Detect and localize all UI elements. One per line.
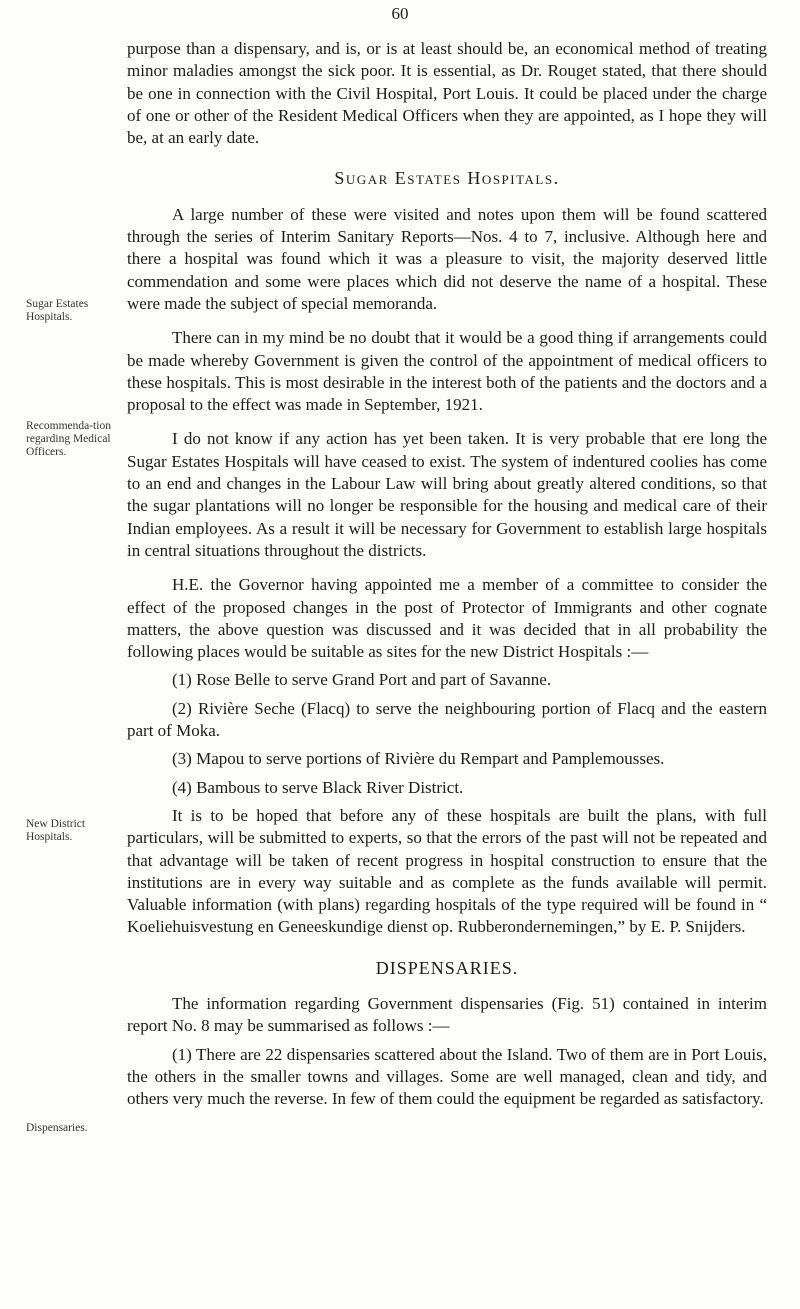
page-number: 60 — [391, 4, 409, 23]
list-item: (3) Mapou to serve portions of Rivière du Rempart and Pamplemousses. — [172, 749, 665, 769]
list-item: (1) There are 22 dispensaries scattered about the Island. Two of them are in Port Louis, the others in the smaller towns and villages. Some are well managed, clean and tidy, and others very much the reverse. In few of them could the equipment be regarded as satisfactory. — [127, 1044, 767, 1109]
margin-note-new-district-hospitals: New District Hospitals. — [26, 818, 86, 843]
heading-dispensaries: DISPENSARIES. — [375, 957, 519, 978]
paragraph-intro: purpose than a dispensary, and is, or is at least should be, an economical method of treating minor maladies amongst the sick poor. It is essential, as Dr. Rouget stated, that there should be one in connection with the Civil Hospital, Port Louis. It could be placed under the charge of one or other of the Resident Medical Officers when they are appointed, as I hope they will be, at an early date. — [127, 39, 767, 148]
heading-sugar-estates-hospitals: Sugar Estates Hospitals. — [334, 168, 560, 189]
list-item: (1) Rose Belle to serve Grand Port and part of Savanne. — [172, 670, 552, 690]
paragraph-dispensaries: The information regarding Government dispensaries (Fig. 51) contained in interim report No. 8 may be summarised as follows :— — [127, 993, 767, 1036]
margin-note-sugar-estates: Sugar Estates Hospitals. — [26, 298, 89, 323]
paragraph-action: I do not know if any action has yet been taken. It is very probable that ere long the Sugar Estates Hospitals will have ceased to exist. The system of indentured coolies has come to an end and changes in the Labour Law will bring about greatly altered conditions, so that the sugar plantations will no longer be responsible for the housing and medical care of their Indian employees. As a result it will be necessary for Government to establish large hospitals in central situations throughout the districts. — [127, 429, 767, 560]
margin-note-recommendation: Recommenda-tion regarding Medical Officers. — [26, 420, 111, 458]
paragraph-governor-committee: H.E. the Governor having appointed me a member of a committee to consider the effect of the proposed changes in the post of Protector of Immigrants and other cognate matters, the above question was discussed and it was decided that in all probability the following places would be suitable as sites for the new District Hospitals :— — [127, 575, 767, 662]
main-text — [127, 38, 767, 1122]
paragraph-recommendation: There can in my mind be no doubt that it would be a good thing if arrangements could be made whereby Government is given the control of the appointment of medical officers to these hospitals. This is most desirable in the interest both of the patients and the doctors and a proposal to the effect was made in September, 1921. — [127, 328, 767, 415]
paragraph-sugar-estates: A large number of these were visited and notes upon them will be found scattered through the series of Interim Sanitary Reports—Nos. 4 to 7, inclusive. Although here and there a hospital was found which it was a pleasure to visit, the majority deserved little commendation and some were places which did not deserve the name of a hospital. These were made the subject of special memoranda. — [127, 204, 767, 313]
paragraph-hospital-plans: It is to be hoped that before any of these hospitals are built the plans, with full particulars, will be submitted to experts, so that the errors of the past will not be repeated and that advantage will be taken of recent progress in hospital construction to ensure that the institutions are in every way suitable and as complete as the funds available will permit. Valuable information (with plans) regarding hospitals of the type required will be found in “ Koeliehuisvestung en Geneeskundige dienst op. Rubberondernemingen,” by E. P. Snijders. — [127, 805, 767, 937]
list-item: (4) Bambous to serve Black River District. — [172, 777, 464, 797]
list-item: (2) Rivière Seche (Flacq) to serve the neighbouring portion of Flacq and the eastern part of Moka. — [127, 698, 767, 741]
margin-note-dispensaries: Dispensaries. — [26, 1122, 88, 1134]
